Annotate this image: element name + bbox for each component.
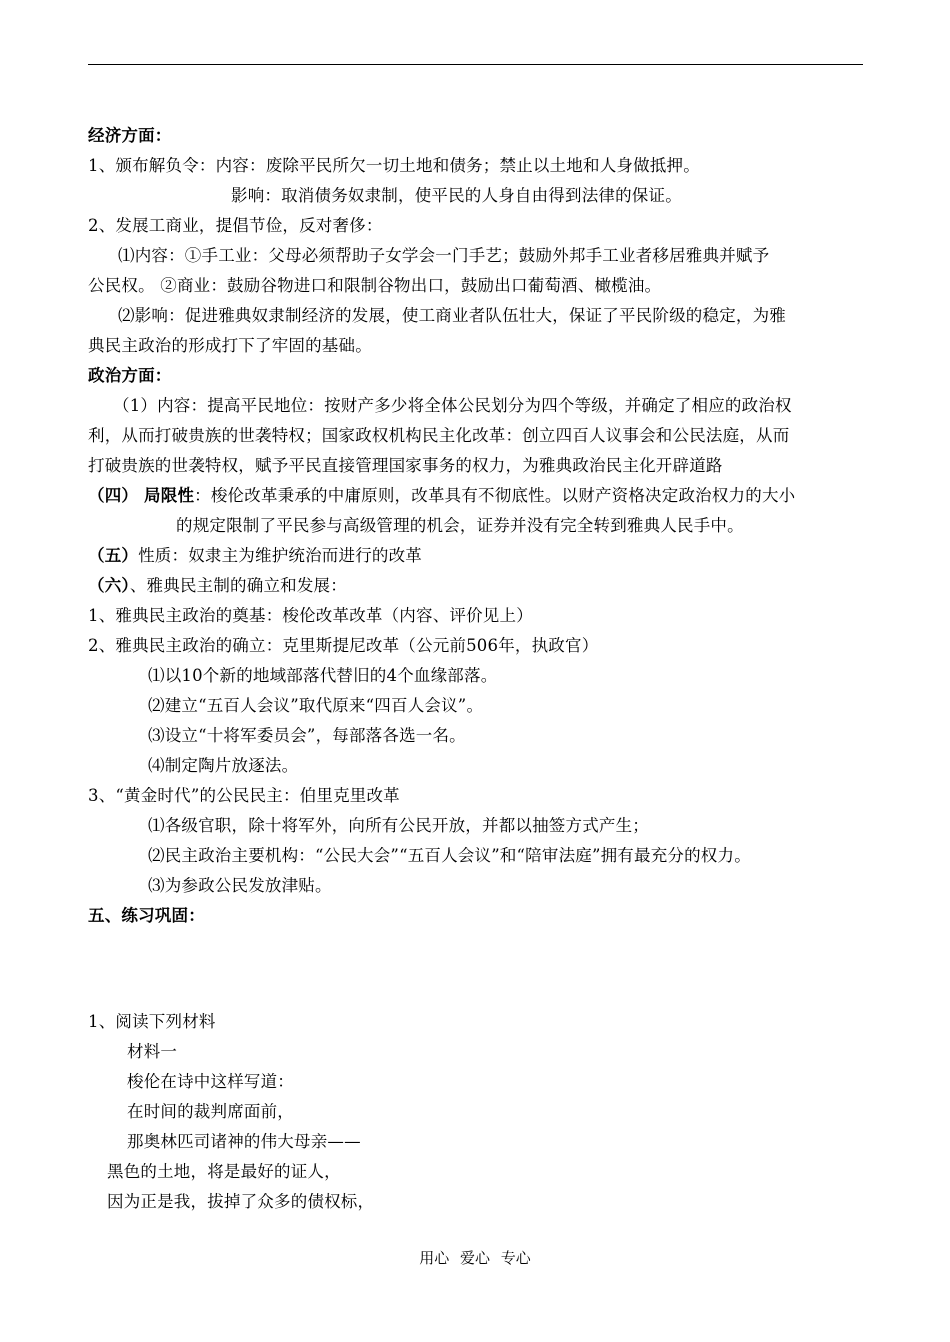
heading-economy: 经济方面： [88, 126, 172, 145]
paragraph-line: 2、雅典民主政治的确立：克里斯提尼改革（公元前506年，执政官） [88, 636, 599, 655]
poem-line: 黑色的土地，将是最好的证人， [107, 1162, 341, 1181]
nature-line [88, 546, 422, 566]
paragraph-line: 利，从而打破贵族的世袭特权；国家政权机构民主化改革：创立四百人议事会和公民法庭，从而 [88, 426, 790, 445]
paragraph-line: 打破贵族的世袭特权，赋予平民直接管理国家事务的权力，为雅典政治民主化开辟道路 [88, 456, 723, 475]
paragraph-line: 影响：取消债务奴隶制，使平民的人身自由得到法律的保证。 [231, 186, 682, 205]
democracy-heading-text: 、雅典民主制的确立和发展： [129, 576, 347, 595]
paragraph-line: 1、颁布解负令：内容：废除平民所欠一切土地和债务；禁止以土地和人身做抵押。 [88, 156, 700, 175]
limitation-text: ：梭伦改革秉承的中庸原则，改革具有不彻底性。以财产资格决定政治权力的大小 [194, 486, 796, 505]
list-item: ⑴各级官职，除十将军外，向所有公民开放，并都以抽签方式产生； [148, 816, 649, 835]
limitation-label: （四） 局限性 [88, 486, 195, 505]
paragraph-line: （1）内容：提高平民地位：按财产多少将全体公民划分为四个等级，并确定了相应的政治权 [113, 396, 792, 415]
paragraph-line: 1、雅典民主政治的奠基：梭伦改革改革（内容、评价见上） [88, 606, 533, 625]
list-item: ⑵民主政治主要机构：“公民大会”“五百人会议”和“陪审法庭”拥有最充分的权力。 [148, 846, 751, 865]
nature-text: 性质：奴隶主为维护统治而进行的改革 [138, 546, 423, 565]
list-item: ⑶为参政公民发放津贴。 [148, 876, 332, 895]
paragraph-line: 2、发展工商业，提倡节俭，反对奢侈： [88, 216, 383, 235]
paragraph-line: ⑵影响：促进雅典奴隶制经济的发展，使工商业者队伍壮大，保证了平民阶级的稳定，为雅 [118, 306, 786, 325]
heading-exercise: 五、练习巩固： [88, 906, 205, 925]
header-rule [88, 64, 863, 65]
section-label-6: （六） [88, 576, 130, 595]
material-title: 材料一 [127, 1042, 178, 1061]
limitation-line [88, 486, 795, 506]
list-item: ⑶设立“十将军委员会”，每部落各选一名。 [148, 726, 466, 745]
section-label-5: （五） [88, 546, 139, 565]
paragraph-line: 3、“黄金时代”的公民民主：伯里克里改革 [88, 786, 400, 805]
paragraph-line: 典民主政治的形成打下了牢固的基础。 [88, 336, 372, 355]
poem-line: 那奥林匹司诸神的伟大母亲—— [127, 1132, 361, 1151]
paragraph-line: 公民权。 ②商业：鼓励谷物进口和限制谷物出口，鼓励出口葡萄酒、橄榄油。 [88, 276, 662, 295]
list-item: ⑴以10个新的地域部落代替旧的4个血缘部落。 [148, 666, 498, 685]
paragraph-line: 1、阅读下列材料 [88, 1012, 216, 1031]
poem-line: 梭伦在诗中这样写道： [127, 1072, 294, 1091]
paragraph-line: ⑴内容：①手工业：父母必须帮助子女学会一门手艺；鼓励外邦手工业者移居雅典并赋予 [118, 246, 770, 265]
poem-line: 因为正是我，拔掉了众多的债权标， [107, 1192, 375, 1211]
paragraph-line: 的规定限制了平民参与高级管理的机会，证券并没有完全转到雅典人民手中。 [176, 516, 744, 535]
poem-line: 在时间的裁判席面前， [127, 1102, 294, 1121]
democracy-heading-line [88, 576, 347, 596]
list-item: ⑷制定陶片放逐法。 [148, 756, 299, 775]
list-item: ⑵建立“五百人会议”取代原来“四百人会议”。 [148, 696, 484, 715]
heading-politics: 政治方面： [88, 366, 172, 385]
page-footer: 用心 爱心 专心 [419, 1249, 531, 1267]
